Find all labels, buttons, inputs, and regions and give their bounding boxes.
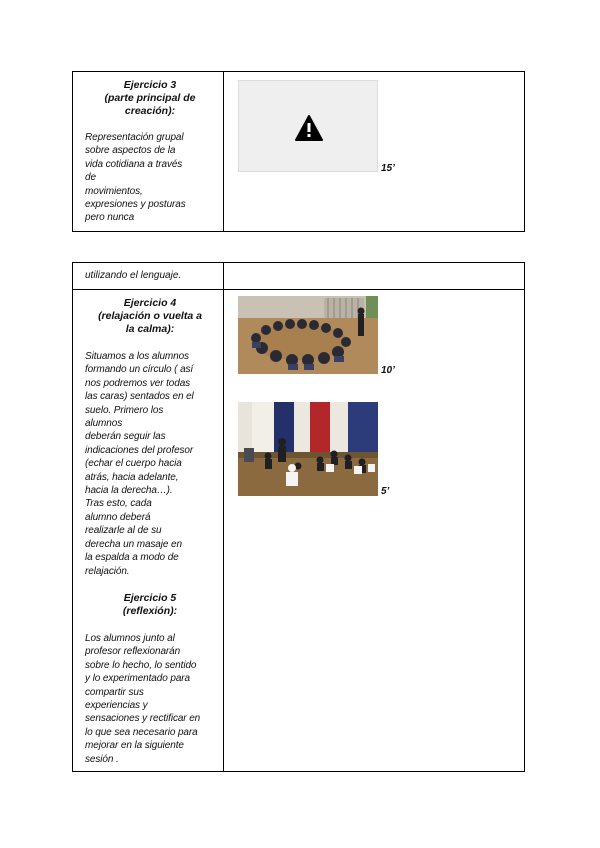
continuation-empty-cell <box>224 263 524 289</box>
exercise4-title: Ejercicio 4 (relajación o vuelta a la calma): <box>98 297 202 335</box>
warning-icon <box>295 115 323 141</box>
exercise4-row <box>73 289 524 771</box>
image-placeholder <box>238 80 378 172</box>
continuation-text: utilizando el lenguaje. <box>85 270 182 281</box>
continuation-cell <box>73 263 224 289</box>
exercise3-row <box>73 72 524 231</box>
exercise3-duration: 15’ <box>381 163 395 174</box>
exercise3-description-cell <box>73 72 224 231</box>
exercise4-duration-1: 10’ <box>381 365 395 376</box>
massage-relaxation-photo <box>238 402 378 496</box>
exercise3-title: Ejercicio 3 (parte principal de creación): <box>104 79 196 117</box>
exercise3-body: Representación grupal sobre aspectos de la vida cotidiana a través de movimientos, expresiones y posturas pero nunca <box>85 132 186 224</box>
exercise5-title: Ejercicio 5 (reflexión): <box>122 591 178 617</box>
exercise5-body: Los alumnos junto al profesor reflexionarán sobre lo hecho, lo sentido y lo experimentado para compartir sus experiencias y sensaciones y rectificar en lo que sea necesario para mejorar en la siguiente sesión . <box>85 632 201 765</box>
circle-relaxation-photo <box>238 296 378 374</box>
exercise4-media-cell <box>224 290 524 771</box>
exercise-table-1 <box>72 71 525 232</box>
exercise4-description-cell <box>73 290 224 771</box>
exercise4-duration-2: 5’ <box>381 486 390 497</box>
continuation-row <box>73 263 524 289</box>
exercise3-media-cell <box>224 72 524 231</box>
exercise-table-2 <box>72 262 525 772</box>
exercise4-body: Situamos a los alumnos formando un círculo ( así nos podremos ver todas las caras) sentados en el suelo. Primero los alumnos deberán seguir las indicaciones del profesor (echar el cuerpo hacia atrás, hacia adelante, hacia la derecha…). Tras esto, cada alumno deberá realizarle al de su derecha un masaje en la espalda a modo de relajación. <box>85 351 194 577</box>
